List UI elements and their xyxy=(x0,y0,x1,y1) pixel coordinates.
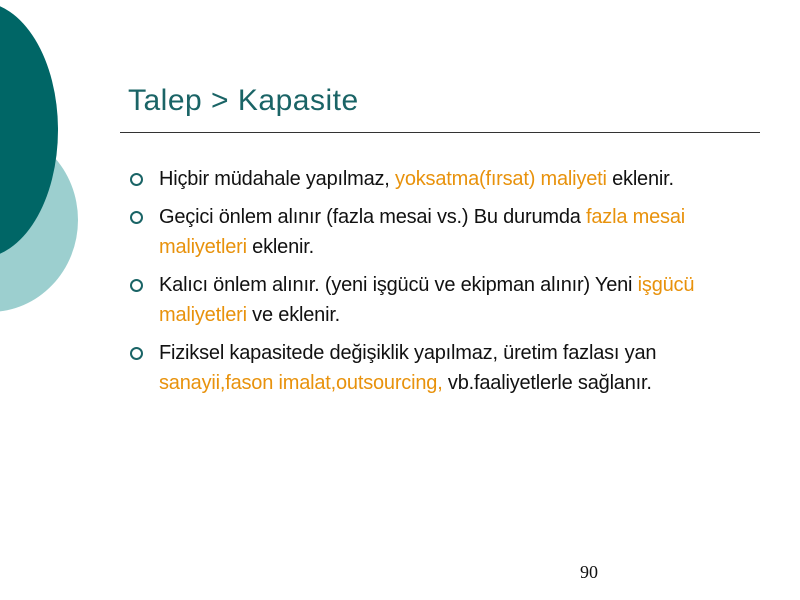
circle-bullet-icon xyxy=(130,211,143,224)
circle-bullet-icon xyxy=(130,173,143,186)
bullet-text: Kalıcı önlem alınır. (yeni işgücü ve ekipman alınır) Yeni xyxy=(159,274,638,296)
circle-bullet-icon xyxy=(130,347,143,360)
bullet-text: Geçici önlem alınır (fazla mesai vs.) Bu durumda xyxy=(159,206,587,228)
bullet-text: ve eklenir. xyxy=(246,304,341,326)
bullet-item xyxy=(128,270,728,330)
title-divider xyxy=(120,132,760,133)
bullet-item xyxy=(128,202,728,262)
highlight-text: sanayii,fason imalat,outsourcing, xyxy=(159,372,443,394)
decorative-circles xyxy=(0,0,120,330)
slide-title: Talep > Kapasite xyxy=(128,84,359,117)
bullet-text: vb.faaliyetlerle sağlanır. xyxy=(442,372,652,394)
highlight-text: yoksatma(fırsat) maliyeti xyxy=(395,168,607,190)
bullet-item xyxy=(128,338,728,398)
bullet-text: eklenir. xyxy=(606,168,674,190)
highlight-text: işgücü maliyetleri xyxy=(159,274,695,326)
page-number: 90 xyxy=(580,562,598,582)
bullet-text: Hiçbir müdahale yapılmaz, xyxy=(159,168,396,190)
circle-bullet-icon xyxy=(130,279,143,292)
bullet-text: Fiziksel kapasitede değişiklik yapılmaz, üretim fazlası yan xyxy=(159,342,657,364)
bullet-list xyxy=(128,164,728,406)
highlight-text: fazla mesai maliyetleri xyxy=(159,206,685,258)
bullet-item xyxy=(128,164,728,194)
bullet-text: eklenir. xyxy=(246,236,314,258)
